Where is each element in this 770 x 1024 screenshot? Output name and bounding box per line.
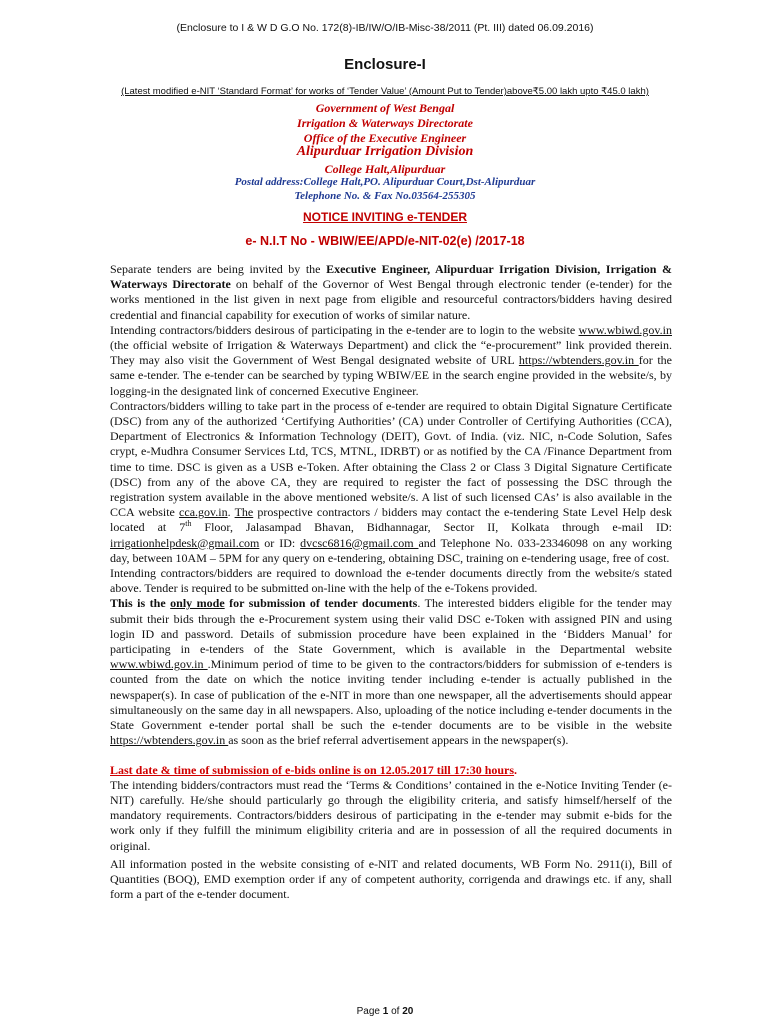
text: .Minimum period of time to be given to the contractors/bidders for submission of e-tenders is counted from the date on which the notice inviting tender including e-tender is actually published in the newspaper(s). In case of publication of the e-NIT in more than one newspaper, all the advertisements should appear simultaneously on the same day in all newspapers. Also, uploading of the notice including e-tender documents in the State Government e-tender portal shall be such the e-tender documents are to be visible in the website (110, 657, 672, 733)
directorate-heading: Irrigation & Waterways Directorate (297, 116, 473, 130)
bold-text: Executive Engineer, Alipurduar Irrigation Division, Irrigation & Waterways Directorate (110, 262, 672, 292)
helpdesk-email-link[interactable]: irrigationhelpdesk@gmail.com (110, 535, 260, 550)
page-of-label: of (388, 1006, 403, 1017)
text: The (234, 505, 254, 520)
enclosure-title: Enclosure-I (344, 56, 426, 73)
paragraph-login (110, 323, 672, 399)
wbiwd-link[interactable]: www.wbiwd.gov.in (110, 657, 208, 672)
notice-heading: NOTICE INVITING e-TENDER (302, 210, 467, 224)
govt-heading: Government of West Bengal (315, 101, 455, 115)
text: Intending contractors/bidders desirous of participating in the e-tender are to login to the website (110, 322, 579, 337)
bold-text: for submission of tender documents (224, 596, 418, 611)
latest-modified-note: (Latest modified e-NIT ‘Standard Format’ for works of ‘Tender Value’ (Amount Put to Tender)above₹5.00 lakh upto ₹45.0 lakh) (121, 86, 649, 97)
text: . (227, 505, 235, 520)
paragraph-dsc (110, 399, 672, 566)
last-date-text: Last date & time of submission of e-bids online is on 12.05.2017 till 17:30 hours (110, 762, 515, 777)
text: or ID: (259, 535, 301, 550)
page-footer (0, 1006, 770, 1017)
college-heading: College Halt,Alipurduar (324, 162, 446, 176)
wbiwd-link[interactable]: www.wbiwd.gov.in (578, 322, 672, 337)
text: . The interested bidders eligible for the tender may submit their bids through the e-Procurement system using their valid DSC e-Token with assigned PIN and using login ID and password. Details of submission procedure have been explained in the ‘Bidders Manual’ for participating in e-tenders of the State Government, which is available in the Departmental website (110, 596, 672, 657)
text: All information posted in the website consisting of e-NIT and related documents, WB Form No. 2911(i), Bill of Quantities (BOQ), EMD exemption order if any of competent authority, corrigenda and drawings etc. if any, shall form a part of the e-tender document. (110, 856, 672, 902)
dvcsc-email-link[interactable]: dvcsc6816@gmail.com (300, 535, 419, 550)
paragraph-last-date: Last date & time of submission of e-bids online is on 12.05.2017 till 17:30 hours. The intending bidders/contractors must read the ‘Terms & Conditions’ contained in the e-Notice Inviting Tender (e-NIT) carefully. He/she should particularly go through the eligibility criteria, and satisfy himself/herself of the mandatory requirements. Contractors/bidders desirous of participating in the e-tender may submit e-bids for the work only if they fulfill the minimum eligibility criteria and are in possession of all the required documents in original. (110, 762, 672, 853)
page-label: Page (356, 1006, 383, 1017)
wbtenders-link[interactable]: https://wbtenders.gov.in (110, 733, 229, 748)
office-heading: Office of the Executive Engineer (303, 131, 467, 145)
paragraph-intro (110, 262, 672, 323)
bold-underline-text: only mode (170, 596, 225, 611)
text: The intending bidders/contractors must read the ‘Terms & Conditions’ contained in the e-Notice Inviting Tender (e-NIT) carefully. He/she should particularly go through the eligibility criteria, and satisfy himself/herself of the mandatory requirements. Contractors/bidders desirous of participating in the e-tender may submit e-bids for the work only if they fulfill the minimum eligibility criteria and are in possession of all the required documents in original. (110, 777, 672, 853)
enclosure-reference: (Enclosure to I & W D G.O No. 172(8)-IB/IW/O/IB-Misc-38/2011 (Pt. III) dated 06.09.2016) (176, 22, 594, 34)
paragraph-information (110, 857, 672, 903)
text: for the same e-tender. The e-tender can be searched by typing WBIW/EE in the search engine provided in the website/s, by logging-in the designated link of concerned Executive Engineer. (110, 353, 672, 398)
wbtenders-link[interactable]: https://wbtenders.gov.in (518, 353, 639, 368)
paragraph-download (110, 566, 672, 596)
text: and Telephone No. 033-23346098 on any working day, between 10AM – 5PM for any query on e-tendering, obtaining DSC, training on e-tendering usage, free of cost. (110, 535, 672, 565)
superscript: th (185, 519, 192, 529)
page-number: 1 (382, 1006, 389, 1017)
text: Floor, Jalasampad Bhavan, Bidhannagar, Sector II, Kolkata through e-mail ID: (191, 520, 673, 535)
nit-number: e- N.I.T No - WBIW/EE/APD/e-NIT-02(e) /2017-18 (245, 234, 525, 248)
text: (the official website of Irrigation & Waterways Department) and click the “e-procurement” link provided therein. They may also visit the Government of West Bengal designated website of URL (110, 338, 672, 368)
text: Contractors/bidders willing to take part in the process of e-tender are required to obtain Digital Signature Certificate (DSC) from any of the authorized ‘Certifying Authorities’ (CA) under Controller of Certifying Authorities (CCA), Department of Electronics & Information Technology (DEIT), Govt. of India. (viz. NIC, n-Code Solution, Safes crypt, e-Mudhra Consumer Services Ltd, TCS, MTNL, IDRBT) or as notified by the CA /Finance Department from time to time. DSC is given as a USB e-Token. After obtaining the Class 2 or Class 3 Digital Signature Certificate (DSC) from any of the above CA, they are required to register the fact of possessing the DSC through the registration system available in the above mentioned website/s. A list of such licensed CAs’ is also available in the CCA website (110, 398, 672, 520)
cca-link[interactable]: cca.gov.in (179, 505, 228, 520)
paragraph-submission (110, 596, 672, 748)
text: Separate tenders are being invited by the (110, 262, 327, 276)
page-total: 20 (402, 1006, 414, 1017)
text: prospective contractors / bidders may contact the e-tendering State Level Help desk located at 7 (110, 505, 672, 535)
bold-text: This is the (110, 596, 171, 611)
text: Intending contractors/bidders are required to download the e-tender documents directly from the website/s stated above. Tender is required to be submitted on-line with the help of the e-Tokens provided. (110, 566, 672, 596)
notice-body (110, 262, 672, 902)
division-heading: Alipurduar Irrigation Division (296, 144, 474, 159)
postal-address: Postal address:College Halt,PO. Alipurduar Court,Dst-Alipurduar (234, 176, 536, 188)
text: on behalf of the Governor of West Bengal through electronic tender (e-tender) for the works mentioned in the list given in next page from eligible and resourceful contractors/bidders having desired credential and financial capability for execution of works of similar nature. (110, 277, 673, 322)
telephone-fax: Telephone No. & Fax No.03564-255305 (294, 190, 476, 202)
text: as soon as the brief referral advertisement appears in the newspaper(s). (228, 733, 569, 748)
